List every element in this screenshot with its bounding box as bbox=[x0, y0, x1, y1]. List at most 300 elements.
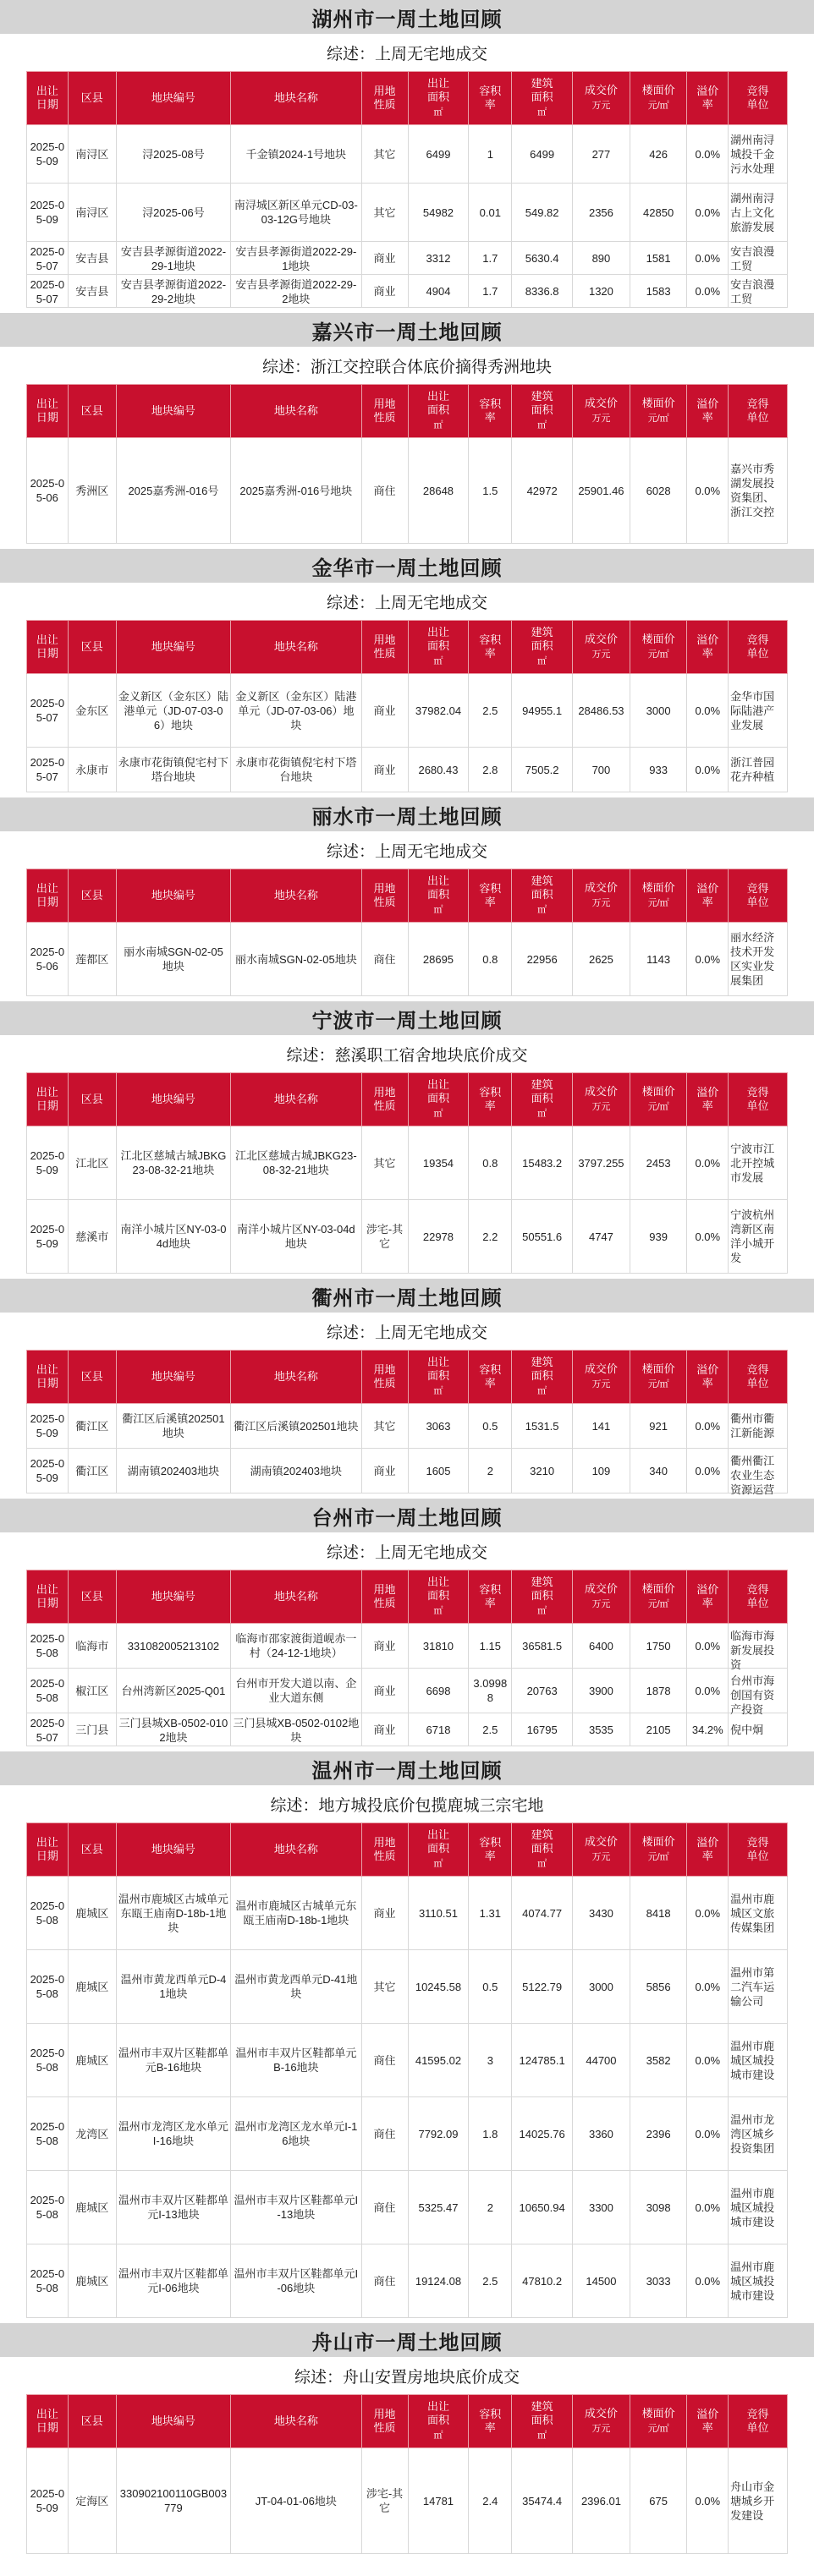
header-premium: 溢价 率 bbox=[687, 2395, 729, 2448]
cell-code bbox=[116, 1624, 230, 1669]
cell-premium bbox=[687, 1669, 729, 1713]
header-area: 出让 面积 ㎡ bbox=[408, 1351, 469, 1404]
cell-floor bbox=[630, 1200, 687, 1274]
cell-code bbox=[116, 1877, 230, 1950]
cell-far-text: 2.4 bbox=[482, 2494, 498, 2507]
cell-far bbox=[469, 184, 512, 242]
cell-far-text: 2.2 bbox=[482, 1230, 498, 1243]
cell-name-text: 台州市开发大道以南、企业大道东侧 bbox=[235, 1677, 357, 1704]
header-area: 出让 面积 ㎡ bbox=[408, 72, 469, 125]
cell-name bbox=[231, 674, 361, 748]
cell-price-text: 3000 bbox=[588, 1980, 613, 1993]
cell-code bbox=[116, 275, 230, 308]
cell-use-text: 商业 bbox=[373, 1464, 396, 1477]
header-code: 地块编号 bbox=[116, 869, 230, 923]
cell-date bbox=[27, 2024, 69, 2097]
cell-area bbox=[408, 1877, 469, 1950]
cell-buyer-text: 温州市鹿城区文旅传媒集团 bbox=[730, 1892, 775, 1934]
cell-far bbox=[469, 2097, 512, 2171]
cell-build bbox=[512, 1126, 573, 1200]
cell-use bbox=[361, 923, 408, 996]
cell-build bbox=[512, 923, 573, 996]
header-use: 用地 性质 bbox=[361, 1351, 408, 1404]
cell-floor-text: 3098 bbox=[646, 2201, 671, 2214]
header-district: 区县 bbox=[68, 385, 116, 438]
header-area: 出让 面积 ㎡ bbox=[408, 621, 469, 674]
cell-far-text: 1.31 bbox=[479, 1906, 501, 1920]
header-floor: 楼面价 元/㎡ bbox=[630, 2395, 687, 2448]
cell-floor-text: 933 bbox=[649, 763, 668, 776]
cell-code bbox=[116, 2448, 230, 2554]
cell-use-text: 商住 bbox=[373, 2053, 396, 2067]
cell-buyer-text: 温州市鹿城区城投城市建设 bbox=[730, 2039, 775, 2081]
table-header-row bbox=[27, 1351, 788, 1404]
cell-premium-text: 0.0% bbox=[695, 1684, 721, 1697]
table-row bbox=[27, 1404, 788, 1449]
cell-buyer bbox=[729, 242, 788, 275]
cell-floor bbox=[630, 1624, 687, 1669]
header-date: 出让 日期 bbox=[27, 1351, 69, 1404]
table-row bbox=[27, 748, 788, 792]
table-header-row bbox=[27, 72, 788, 125]
cell-premium-text: 0.0% bbox=[695, 147, 721, 161]
table-row bbox=[27, 1669, 788, 1713]
header-use: 用地 性质 bbox=[361, 2395, 408, 2448]
cell-use-text: 商业 bbox=[373, 1639, 396, 1652]
cell-floor-text: 6028 bbox=[646, 484, 671, 497]
land-table bbox=[26, 1570, 788, 1746]
cell-price bbox=[573, 2171, 630, 2244]
cell-floor-text: 1581 bbox=[646, 251, 671, 265]
header-name: 地块名称 bbox=[231, 1570, 361, 1624]
cell-build-text: 14025.76 bbox=[519, 2127, 565, 2140]
cell-district bbox=[68, 438, 116, 544]
table-body bbox=[27, 1404, 788, 1494]
cell-build bbox=[512, 2448, 573, 2554]
cell-premium bbox=[687, 2097, 729, 2171]
cell-district bbox=[68, 275, 116, 308]
cell-area-text: 3063 bbox=[426, 1419, 451, 1433]
cell-price bbox=[573, 2024, 630, 2097]
table-row bbox=[27, 1877, 788, 1950]
cell-buyer bbox=[729, 1126, 788, 1200]
city-title: 衢州市一周土地回顾 bbox=[0, 1279, 814, 1313]
header-use: 用地 性质 bbox=[361, 385, 408, 438]
header-premium: 溢价 率 bbox=[687, 1823, 729, 1877]
cell-premium-text: 0.0% bbox=[695, 2201, 721, 2214]
header-build: 建筑 面积 ㎡ bbox=[512, 1570, 573, 1624]
cell-floor bbox=[630, 674, 687, 748]
cell-date bbox=[27, 1950, 69, 2024]
cell-area-text: 6499 bbox=[426, 147, 451, 161]
cell-code-text: 永康市花街镇倪宅村下塔台地块 bbox=[118, 756, 228, 783]
table-row bbox=[27, 1200, 788, 1274]
cell-premium-text: 0.0% bbox=[695, 2494, 721, 2507]
header-far: 容积 率 bbox=[469, 2395, 512, 2448]
city-title: 舟山市一周土地回顾 bbox=[0, 2323, 814, 2357]
cell-use bbox=[361, 1624, 408, 1669]
header-name: 地块名称 bbox=[231, 621, 361, 674]
header-area: 出让 面积 ㎡ bbox=[408, 1073, 469, 1126]
cell-far-text: 2.8 bbox=[482, 763, 498, 776]
cell-name bbox=[231, 2024, 361, 2097]
table-row bbox=[27, 184, 788, 242]
header-premium: 溢价 率 bbox=[687, 869, 729, 923]
cell-price-text: 3900 bbox=[588, 1684, 613, 1697]
cell-buyer-text: 安吉浪漫工贸 bbox=[730, 245, 775, 272]
cell-premium-text: 0.0% bbox=[695, 206, 721, 219]
cell-area bbox=[408, 125, 469, 184]
cell-buyer bbox=[729, 2448, 788, 2554]
header-date: 出让 日期 bbox=[27, 72, 69, 125]
cell-name bbox=[231, 125, 361, 184]
cell-district bbox=[68, 1713, 116, 1746]
table-header-row bbox=[27, 1073, 788, 1126]
table-row bbox=[27, 2244, 788, 2318]
header-premium: 溢价 率 bbox=[687, 1351, 729, 1404]
cell-premium-text: 0.0% bbox=[695, 1230, 721, 1243]
cell-build-text: 36581.5 bbox=[522, 1639, 563, 1652]
city-summary: 综述：上周无宅地成交 bbox=[326, 46, 487, 63]
cell-buyer bbox=[729, 748, 788, 792]
cell-far-text: 2.5 bbox=[482, 2274, 498, 2288]
cell-floor-text: 675 bbox=[649, 2494, 668, 2507]
cell-name-text: 永康市花街镇倪宅村下塔台地块 bbox=[235, 756, 357, 783]
table-body bbox=[27, 1624, 788, 1746]
cell-district-text: 金东区 bbox=[75, 704, 109, 717]
cell-district-text: 龙湾区 bbox=[75, 2127, 109, 2140]
cell-name-text: 千金镇2024-1号地块 bbox=[245, 147, 347, 161]
cell-far-text: 0.8 bbox=[482, 952, 498, 966]
cell-code-text: 台州湾新区2025-Q01 bbox=[121, 1684, 226, 1697]
cell-price-text: 3797.255 bbox=[578, 1156, 624, 1170]
cell-buyer bbox=[729, 1877, 788, 1950]
cell-area-text: 3312 bbox=[426, 251, 451, 265]
land-table bbox=[26, 1072, 788, 1274]
city-section bbox=[0, 1499, 814, 1746]
cell-far-text: 0.5 bbox=[482, 1980, 498, 1993]
cell-code bbox=[116, 1449, 230, 1494]
cell-area-text: 7792.09 bbox=[418, 2127, 459, 2140]
cell-premium-text: 0.0% bbox=[695, 251, 721, 265]
cell-build bbox=[512, 242, 573, 275]
cell-premium bbox=[687, 1624, 729, 1669]
header-build: 建筑 面积 ㎡ bbox=[512, 1823, 573, 1877]
cell-buyer-text: 宁波市江北开控城市发展 bbox=[730, 1142, 775, 1184]
table-header-row bbox=[27, 385, 788, 438]
header-price: 成交价 万元 bbox=[573, 385, 630, 438]
cell-build bbox=[512, 125, 573, 184]
cell-district bbox=[68, 2171, 116, 2244]
header-floor: 楼面价 元/㎡ bbox=[630, 621, 687, 674]
cell-far-text: 1.7 bbox=[482, 251, 498, 265]
header-buyer: 竞得 单位 bbox=[729, 1351, 788, 1404]
header-code: 地块编号 bbox=[116, 1570, 230, 1624]
cell-district-text: 临海市 bbox=[75, 1639, 109, 1652]
cell-name bbox=[231, 2448, 361, 2554]
cell-name bbox=[231, 1200, 361, 1274]
cell-code bbox=[116, 1669, 230, 1713]
cell-name-text: 安吉县孝源街道2022-29-1地块 bbox=[235, 245, 357, 272]
cell-floor bbox=[630, 2171, 687, 2244]
cell-price bbox=[573, 125, 630, 184]
cell-premium-text: 0.0% bbox=[695, 704, 721, 717]
cell-build bbox=[512, 1669, 573, 1713]
cell-price bbox=[573, 1669, 630, 1713]
cell-district bbox=[68, 1449, 116, 1494]
cell-name bbox=[231, 1624, 361, 1669]
city-title: 台州市一周土地回顾 bbox=[0, 1499, 814, 1532]
table-row bbox=[27, 2024, 788, 2097]
cell-floor-text: 2453 bbox=[646, 1156, 671, 1170]
cell-area-text: 6718 bbox=[426, 1723, 451, 1736]
cell-district bbox=[68, 1404, 116, 1449]
cell-use-text: 商住 bbox=[373, 952, 396, 966]
header-date: 出让 日期 bbox=[27, 1823, 69, 1877]
cell-far bbox=[469, 1200, 512, 1274]
cell-far-text: 0.01 bbox=[479, 206, 501, 219]
cell-premium-text: 34.2% bbox=[691, 1723, 723, 1736]
cell-area-text: 3110.51 bbox=[418, 1906, 458, 1920]
cell-code-text: 安吉县孝源街道2022-29-2地块 bbox=[120, 278, 227, 305]
table-row bbox=[27, 2448, 788, 2554]
cell-code-text: 衢江区后溪镇202501地块 bbox=[122, 1412, 225, 1439]
cell-date-text: 2025-05-09 bbox=[30, 140, 65, 167]
cell-price-text: 1320 bbox=[588, 284, 613, 298]
header-floor: 楼面价 元/㎡ bbox=[630, 1570, 687, 1624]
cell-build bbox=[512, 1200, 573, 1274]
cell-name-text: 温州市龙湾区龙水单元I-16地块 bbox=[234, 2120, 358, 2147]
cell-premium bbox=[687, 2171, 729, 2244]
cell-name-text: 金义新区（金东区）陆港单元（JD-07-03-06）地块 bbox=[235, 689, 357, 732]
cell-area-text: 14781 bbox=[422, 2494, 454, 2507]
cell-code-text: 金义新区（金东区）陆港单元（JD-07-03-06）地块 bbox=[118, 689, 228, 732]
cell-build bbox=[512, 2024, 573, 2097]
cell-area-text: 5325.47 bbox=[418, 2201, 459, 2214]
header-use: 用地 性质 bbox=[361, 1570, 408, 1624]
cell-far bbox=[469, 748, 512, 792]
cell-use-text: 涉宅-其它 bbox=[366, 2487, 404, 2514]
cell-date-text: 2025-05-08 bbox=[30, 2194, 65, 2221]
cell-code bbox=[116, 1950, 230, 2024]
city-title: 金华市一周土地回顾 bbox=[0, 549, 814, 583]
cell-premium bbox=[687, 438, 729, 544]
cell-buyer bbox=[729, 184, 788, 242]
cell-use-text: 其它 bbox=[373, 1156, 396, 1170]
cell-buyer-text: 舟山市金塘城乡开发建设 bbox=[730, 2480, 775, 2522]
table-row bbox=[27, 1950, 788, 2024]
cell-premium bbox=[687, 2244, 729, 2318]
header-buyer: 竞得 单位 bbox=[729, 1570, 788, 1624]
cell-build bbox=[512, 438, 573, 544]
cell-district bbox=[68, 242, 116, 275]
cell-price bbox=[573, 242, 630, 275]
cell-price-text: 6400 bbox=[588, 1639, 613, 1652]
cell-floor bbox=[630, 1449, 687, 1494]
header-buyer: 竞得 单位 bbox=[729, 1823, 788, 1877]
header-build: 建筑 面积 ㎡ bbox=[512, 2395, 573, 2448]
cell-buyer-text: 温州市鹿城区城投城市建设 bbox=[730, 2260, 775, 2302]
cell-use bbox=[361, 125, 408, 184]
cell-district-text: 安吉县 bbox=[75, 284, 109, 298]
cell-price bbox=[573, 923, 630, 996]
city-summary: 综述：舟山安置房地块底价成交 bbox=[294, 2369, 520, 2387]
cell-floor-text: 3000 bbox=[646, 704, 671, 717]
cell-buyer-text: 金华市国际陆港产业发展 bbox=[730, 689, 775, 732]
cell-district-text: 衢江区 bbox=[75, 1464, 109, 1477]
cell-buyer bbox=[729, 1449, 788, 1494]
cell-premium bbox=[687, 184, 729, 242]
cell-use-text: 涉宅-其它 bbox=[366, 1223, 404, 1250]
cell-code bbox=[116, 2097, 230, 2171]
cell-use bbox=[361, 2244, 408, 2318]
header-premium: 溢价 率 bbox=[687, 1073, 729, 1126]
cell-name-text: 温州市丰双片区鞋都单元I-13地块 bbox=[234, 2194, 359, 2221]
cell-use bbox=[361, 748, 408, 792]
cell-buyer-text: 温州市龙湾区城乡投资集团 bbox=[730, 2113, 775, 2155]
cell-date-text: 2025-05-07 bbox=[30, 245, 65, 272]
cell-far-text: 0.8 bbox=[482, 1156, 498, 1170]
cell-floor-text: 921 bbox=[649, 1419, 668, 1433]
cell-name bbox=[231, 1449, 361, 1494]
header-code: 地块编号 bbox=[116, 1351, 230, 1404]
cell-code-text: 温州市龙湾区龙水单元I-16地块 bbox=[118, 2120, 228, 2147]
cell-price-text: 3300 bbox=[588, 2201, 613, 2214]
cell-use-text: 商住 bbox=[373, 2201, 396, 2214]
cell-premium bbox=[687, 2448, 729, 2554]
cell-far-text: 2 bbox=[487, 2201, 493, 2214]
cell-date bbox=[27, 2097, 69, 2171]
cell-floor bbox=[630, 1713, 687, 1746]
city-section bbox=[0, 1751, 814, 2318]
cell-district-text: 鹿城区 bbox=[75, 1906, 109, 1920]
header-code: 地块编号 bbox=[116, 72, 230, 125]
cell-code-text: 331082005213102 bbox=[127, 1639, 220, 1652]
cell-use-text: 商住 bbox=[373, 2274, 396, 2288]
cell-district bbox=[68, 2448, 116, 2554]
table-body bbox=[27, 923, 788, 996]
cell-far-text: 0.5 bbox=[482, 1419, 498, 1433]
cell-date-text: 2025-05-06 bbox=[30, 477, 65, 504]
cell-district bbox=[68, 1669, 116, 1713]
cell-code bbox=[116, 125, 230, 184]
cell-floor bbox=[630, 2244, 687, 2318]
cell-date-text: 2025-05-09 bbox=[30, 1149, 65, 1176]
cell-area-text: 28695 bbox=[422, 952, 454, 966]
cell-code bbox=[116, 438, 230, 544]
cell-name-text: 2025嘉秀洲-016号地块 bbox=[239, 484, 353, 497]
cell-far-text: 1.15 bbox=[479, 1639, 501, 1652]
header-name: 地块名称 bbox=[231, 385, 361, 438]
cell-name-text: 衢江区后溪镇202501地块 bbox=[234, 1419, 359, 1433]
header-buyer: 竞得 单位 bbox=[729, 621, 788, 674]
land-table bbox=[26, 620, 788, 792]
header-district: 区县 bbox=[68, 1823, 116, 1877]
cell-date-text: 2025-05-07 bbox=[30, 1717, 65, 1744]
city-summary: 综述：上周无宅地成交 bbox=[326, 843, 487, 861]
cell-area-text: 54982 bbox=[422, 206, 454, 219]
cell-price bbox=[573, 1624, 630, 1669]
cell-district-text: 椒江区 bbox=[75, 1684, 109, 1697]
cell-far bbox=[469, 674, 512, 748]
cell-premium-text: 0.0% bbox=[695, 2274, 721, 2288]
cell-floor bbox=[630, 125, 687, 184]
cell-buyer bbox=[729, 1950, 788, 2024]
cell-district-text: 莲都区 bbox=[75, 952, 109, 966]
cell-name-text: 温州市丰双片区鞋都单元I-06地块 bbox=[234, 2267, 359, 2294]
cell-code-text: 安吉县孝源街道2022-29-1地块 bbox=[120, 245, 227, 272]
cell-district bbox=[68, 184, 116, 242]
cell-district-text: 永康市 bbox=[75, 763, 109, 776]
cell-price-text: 25901.46 bbox=[578, 484, 624, 497]
land-table bbox=[26, 1822, 788, 2318]
cell-area bbox=[408, 2171, 469, 2244]
cell-name-text: JT-04-01-06地块 bbox=[255, 2494, 337, 2507]
city-section bbox=[0, 1279, 814, 1494]
cell-district-text: 三门县 bbox=[75, 1723, 109, 1736]
cell-premium-text: 0.0% bbox=[695, 1464, 721, 1477]
cell-buyer bbox=[729, 1713, 788, 1746]
table-header-row bbox=[27, 621, 788, 674]
cell-build bbox=[512, 1950, 573, 2024]
cell-code bbox=[116, 674, 230, 748]
cell-area-text: 28648 bbox=[422, 484, 454, 497]
cell-buyer-text: 温州市鹿城区城投城市建设 bbox=[730, 2186, 775, 2228]
cell-build-text: 50551.6 bbox=[522, 1230, 563, 1243]
cell-far bbox=[469, 1877, 512, 1950]
cell-district bbox=[68, 2024, 116, 2097]
cell-code bbox=[116, 1126, 230, 1200]
cell-area bbox=[408, 1404, 469, 1449]
header-name: 地块名称 bbox=[231, 1073, 361, 1126]
cell-date-text: 2025-05-09 bbox=[30, 199, 65, 226]
cell-floor bbox=[630, 438, 687, 544]
table-row bbox=[27, 275, 788, 308]
cell-area-text: 2680.43 bbox=[418, 763, 459, 776]
header-far: 容积 率 bbox=[469, 869, 512, 923]
cell-district bbox=[68, 674, 116, 748]
cell-code-text: 浔2025-06号 bbox=[142, 206, 205, 219]
header-price: 成交价 万元 bbox=[573, 869, 630, 923]
cell-far bbox=[469, 242, 512, 275]
header-floor: 楼面价 元/㎡ bbox=[630, 1073, 687, 1126]
header-price: 成交价 万元 bbox=[573, 1570, 630, 1624]
header-use: 用地 性质 bbox=[361, 72, 408, 125]
cell-use bbox=[361, 1404, 408, 1449]
cell-name bbox=[231, 275, 361, 308]
table-row bbox=[27, 1624, 788, 1669]
cell-district-text: 南浔区 bbox=[75, 206, 109, 219]
cell-premium bbox=[687, 923, 729, 996]
cell-district-text: 鹿城区 bbox=[75, 1980, 109, 1993]
cell-buyer-text: 宁波杭州湾新区南洋小城开发 bbox=[730, 1209, 775, 1264]
cell-date-text: 2025-05-09 bbox=[30, 2487, 65, 2514]
cell-floor-text: 3582 bbox=[646, 2053, 671, 2067]
cell-area-text: 4904 bbox=[426, 284, 451, 298]
cell-district-text: 南浔区 bbox=[75, 147, 109, 161]
cell-code-text: 温州市鹿城区古城单元东瓯王庙南D-18b-1地块 bbox=[118, 1892, 228, 1934]
cell-area bbox=[408, 1669, 469, 1713]
cell-use-text: 商业 bbox=[373, 284, 396, 298]
cell-use-text: 其它 bbox=[373, 1419, 396, 1433]
cell-date-text: 2025-05-06 bbox=[30, 945, 65, 973]
cell-floor-text: 1750 bbox=[646, 1639, 671, 1652]
cell-premium-text: 0.0% bbox=[695, 484, 721, 497]
header-far: 容积 率 bbox=[469, 1570, 512, 1624]
header-floor: 楼面价 元/㎡ bbox=[630, 1823, 687, 1877]
header-district: 区县 bbox=[68, 621, 116, 674]
cell-district-text: 鹿城区 bbox=[75, 2053, 109, 2067]
